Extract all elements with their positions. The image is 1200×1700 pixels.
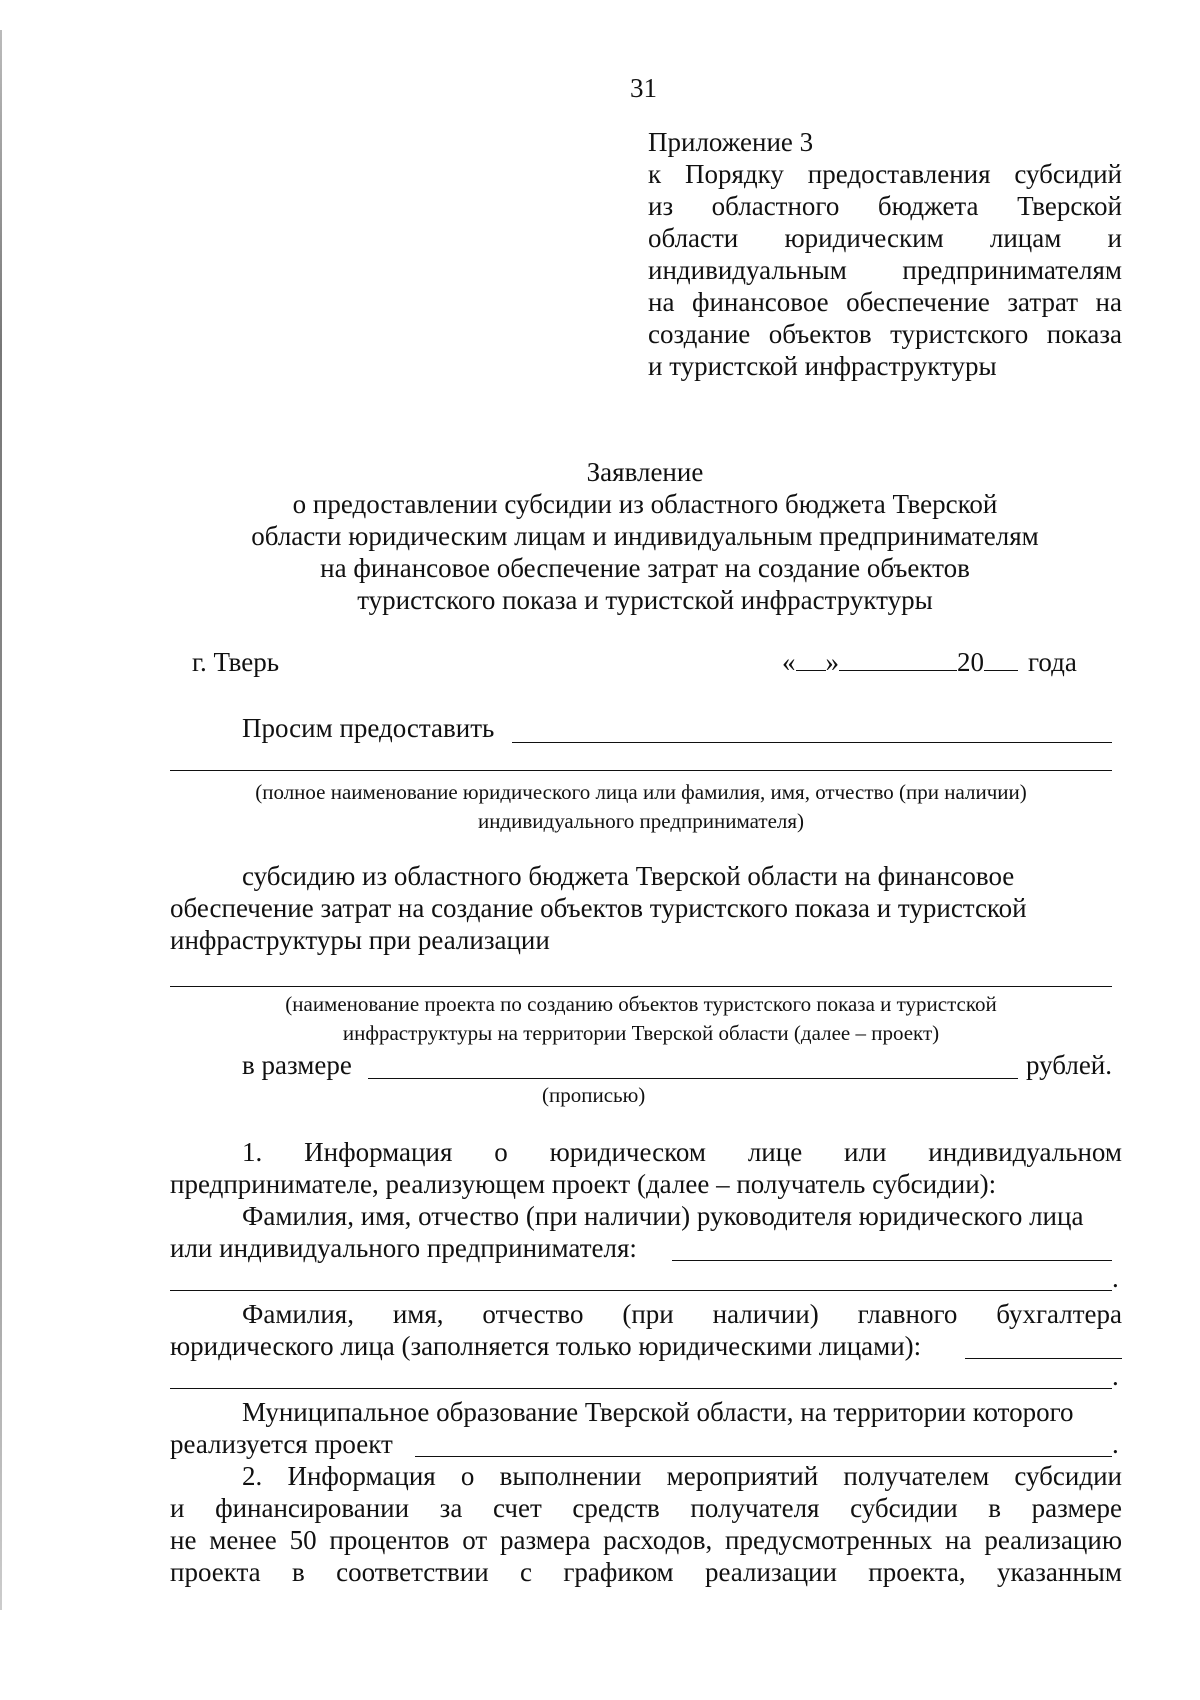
appendix-line: к Порядку предоставления субсидий [648,159,1122,189]
project-name-blank[interactable] [170,986,1112,987]
caption-line: (наименование проекта по созданию объектов туристского показа и туристской [285,992,997,1016]
municipality-blank[interactable] [415,1456,1112,1457]
municipality-label-line: Муниципальное образование Тверской области, на территории которого [242,1397,1074,1427]
amount-label: в размере [242,1050,352,1080]
subsidy-line: инфраструктуры при реализации [170,925,550,955]
caption-line: инфраструктуры на территории Тверской области (далее – проект) [342,1021,940,1045]
appendix-line: из областного бюджета Тверской [648,191,1122,221]
period-mark: . [1112,1361,1119,1391]
period-mark: . [1112,1429,1119,1459]
request-label: Просим предоставить [242,713,495,743]
page-number: 31 [630,73,657,103]
scan-edge [0,30,2,1610]
amount-unit: рублей. [1026,1050,1113,1080]
accountant-name-blank-2[interactable] [170,1388,1112,1389]
date-quote-close: » [825,647,839,677]
appendix-line: на финансовое обеспечение затрат на [648,287,1122,317]
head-name-label [170,1200,1122,1264]
section2-paragraph [170,1460,1122,1588]
date-field[interactable] [782,646,1077,678]
section2-line: и финансировании за счет средств получателя субсидии в размере [170,1493,1122,1523]
section1-line: предпринимателе, реализующем проект (далее – получатель субсидии): [170,1169,997,1199]
period-mark: . [1112,1263,1119,1293]
appendix-block [648,126,1122,382]
appendix-line: индивидуальным предпринимателям [648,255,1122,285]
section1-line: 1. Информация о юридическом лице или индивидуальном [242,1137,1122,1167]
accountant-name-blank[interactable] [965,1358,1122,1359]
caption-line: индивидуального предпринимателя) [477,809,805,833]
heading-line: о предоставлении субсидии из областного бюджета Тверской [292,489,998,519]
heading-title: Заявление [586,457,704,487]
date-year-blank[interactable] [984,648,1018,671]
heading-line: туристского показа и туристской инфраструктуры [357,585,933,615]
amount-caption: (прописью) [542,1083,646,1107]
section2-line: не менее 50 процентов от размера расходов, предусмотренных на реализацию [170,1525,1122,1555]
appendix-line: и туристской инфраструктуры [648,351,997,381]
date-month-blank[interactable] [839,648,957,671]
caption-line: (полное наименование юридического лица или фамилия, имя, отчество (при наличии) [255,780,1027,804]
appendix-line: области юридическим лицам и [648,223,1122,253]
caption-project [150,990,1132,1048]
place: г. Тверь [192,647,280,677]
section2-line: 2. Информация о выполнении мероприятий получателем субсидии [242,1461,1122,1491]
municipality-label [170,1396,1122,1460]
subsidy-line: обеспечение затрат на создание объектов туристского показа и туристской [170,893,1027,923]
section2-line: проекта в соответствии с графиком реализации проекта, указанным [170,1557,1122,1587]
subsidy-paragraph [170,860,1112,956]
head-label-line: Фамилия, имя, отчество (при наличии) руководителя юридического лица [242,1201,1084,1231]
subsidy-line: субсидию из областного бюджета Тверской области на финансовое [242,861,1015,891]
appendix-title: Приложение 3 [648,127,814,157]
heading-line: на финансовое обеспечение затрат на создание объектов [320,553,970,583]
date-quote-open: « [782,647,796,677]
accountant-name-label [170,1298,1122,1362]
municipality-label-line: реализуется проект [170,1429,393,1459]
applicant-name-blank[interactable] [512,742,1112,743]
appendix-line: создание объектов туристского показа [648,319,1122,349]
accountant-label-line: юридического лица (заполняется только юридическими лицами): [170,1331,922,1361]
document-heading [130,456,1160,616]
head-name-blank-2[interactable] [170,1290,1112,1291]
date-year-prefix: 20 [957,647,984,677]
heading-line: области юридическим лицам и индивидуальным предпринимателям [251,521,1039,551]
accountant-label-line: Фамилия, имя, отчество (при наличии) главного бухгалтера [242,1299,1122,1329]
section1-paragraph [170,1136,1122,1200]
applicant-name-blank-2[interactable] [170,770,1112,771]
head-label-line: или индивидуального предпринимателя: [170,1233,637,1263]
amount-blank[interactable] [368,1078,1018,1079]
head-name-blank[interactable] [672,1260,1112,1261]
date-year-suffix: года [1028,647,1077,677]
date-day-blank[interactable] [796,648,826,671]
caption-applicant [150,778,1132,836]
